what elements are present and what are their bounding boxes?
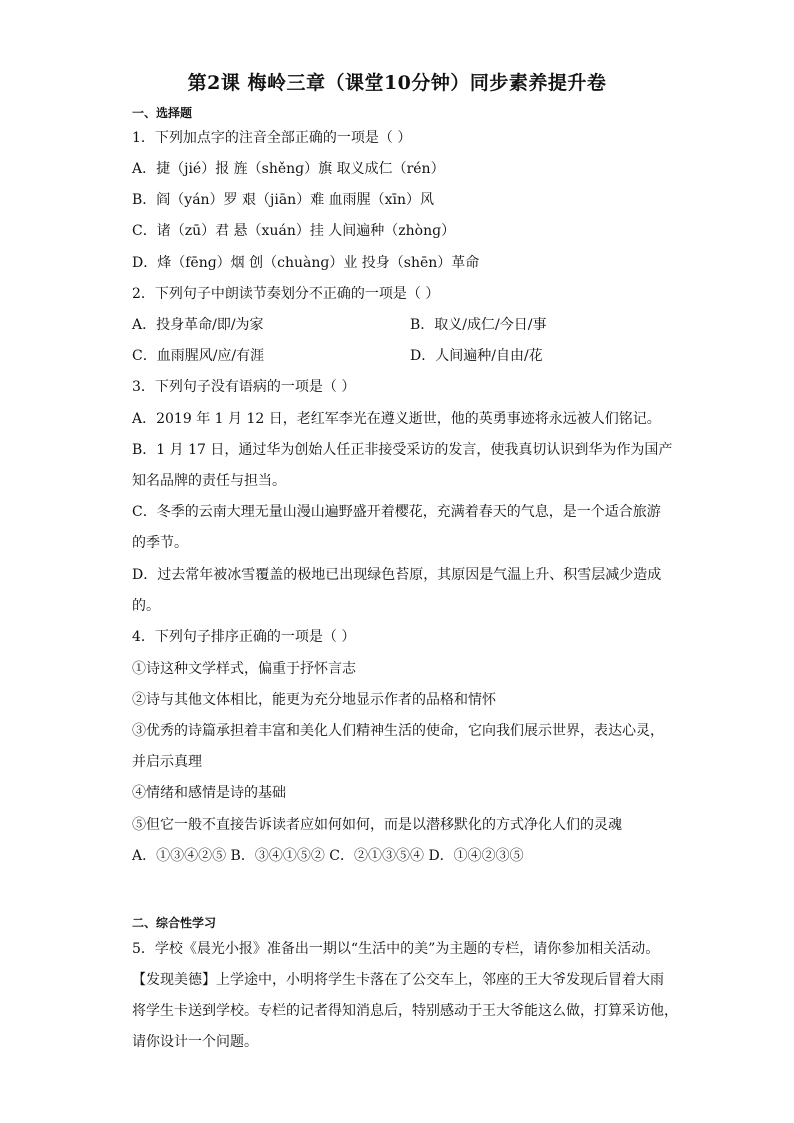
q3-option-c-cont: 的季节。 <box>132 535 188 551</box>
q4-options: A．①③④②⑤ B．③④①⑤② C．②①③⑤④ D．①④②③⑤ <box>132 848 524 864</box>
q4-sentence-3-cont: 并启示真理 <box>132 754 202 770</box>
q4-sentence-2: ②诗与其他文体相比，能更为充分地显示作者的品格和情怀 <box>132 692 496 708</box>
q4-sentence-5: ⑤但它一般不直接告诉读者应如何如何，而是以潜移默化的方式净化人们的灵魂 <box>132 817 622 833</box>
q3-option-d: D．过去常年被冰雪覆盖的极地已出现绿色苔原，其原因是气温上升、积雪层减少造成 <box>132 567 662 583</box>
q2-stem: 2．下列句子中朗读节奏划分不正确的一项是（ ） <box>132 286 440 302</box>
q4-stem: 4．下列句子排序正确的一项是（ ） <box>132 629 356 645</box>
q5-paragraph-line-2: 将学生卡送到学校。专栏的记者得知消息后，特别感动于王大爷能这么做，打算采访他， <box>132 1003 678 1019</box>
q2-option-b: B．取义/成仁/今日/事 <box>410 317 547 333</box>
q3-option-a: A．2019 年 1 月 12 日，老红军李光在遵义逝世，他的英勇事迹将永远被人们铭记。 <box>132 411 661 427</box>
q1-option-c: C．诸（zū）君 悬（xuán）挂 人间遍种（zhònɡ） <box>132 223 456 239</box>
q3-option-b-cont: 知名品牌的责任与担当。 <box>132 473 286 489</box>
q5-stem: 5．学校《晨光小报》准备出一期以“生活中的美”为主题的专栏，请你参加相关活动。 <box>132 941 660 957</box>
q1-option-b: B．阎（yán）罗 艰（jiān）难 血雨腥（xīn）风 <box>132 192 435 208</box>
q4-sentence-4: ④情绪和感情是诗的基础 <box>132 785 286 801</box>
q1-option-d: D．烽（fēnɡ）烟 创（chuànɡ）业 投身（shēn）革命 <box>132 255 480 271</box>
q1-option-a: A．捷（jié）报 旌（shěnɡ）旗 取义成仁（rén） <box>132 161 445 177</box>
page-title: 第2课 梅岭三章（课堂10分钟）同步素养提升卷 <box>187 72 607 94</box>
q3-option-c: C．冬季的云南大理无量山漫山遍野盛开着樱花，充满着春天的气息，是一个适合旅游 <box>132 504 661 520</box>
q4-sentence-1: ①诗这种文学样式，偏重于抒怀言志 <box>132 661 356 677</box>
q1-stem: 1．下列加点字的注音全部正确的一项是（ ） <box>132 130 412 146</box>
section-heading-choice: 一、选择题 <box>132 106 193 120</box>
q2-option-a: A．投身革命/即/为家 <box>132 317 264 333</box>
q5-paragraph-line-3: 请你设计一个问题。 <box>132 1034 258 1050</box>
q2-option-c: C．血雨腥风/应/有涯 <box>132 348 265 364</box>
q2-option-d: D．人间遍种/自由/花 <box>410 348 543 364</box>
q5-paragraph-line-1: 【发现美德】上学途中，小明将学生卡落在了公交车上，邻座的王大爷发现后冒着大雨 <box>132 972 664 988</box>
section-heading-comprehensive: 二、综合性学习 <box>132 916 217 930</box>
q3-option-d-cont: 的。 <box>132 598 160 614</box>
q3-option-b: B．1 月 17 日，通过华为创始人任正非接受采访的发言，使我真切认识到华为作为国产 <box>132 442 673 458</box>
q3-stem: 3．下列句子没有语病的一项是（ ） <box>132 379 356 395</box>
q4-sentence-3: ③优秀的诗篇承担着丰富和美化人们精神生活的使命，它向我们展示世界，表达心灵， <box>132 723 664 739</box>
